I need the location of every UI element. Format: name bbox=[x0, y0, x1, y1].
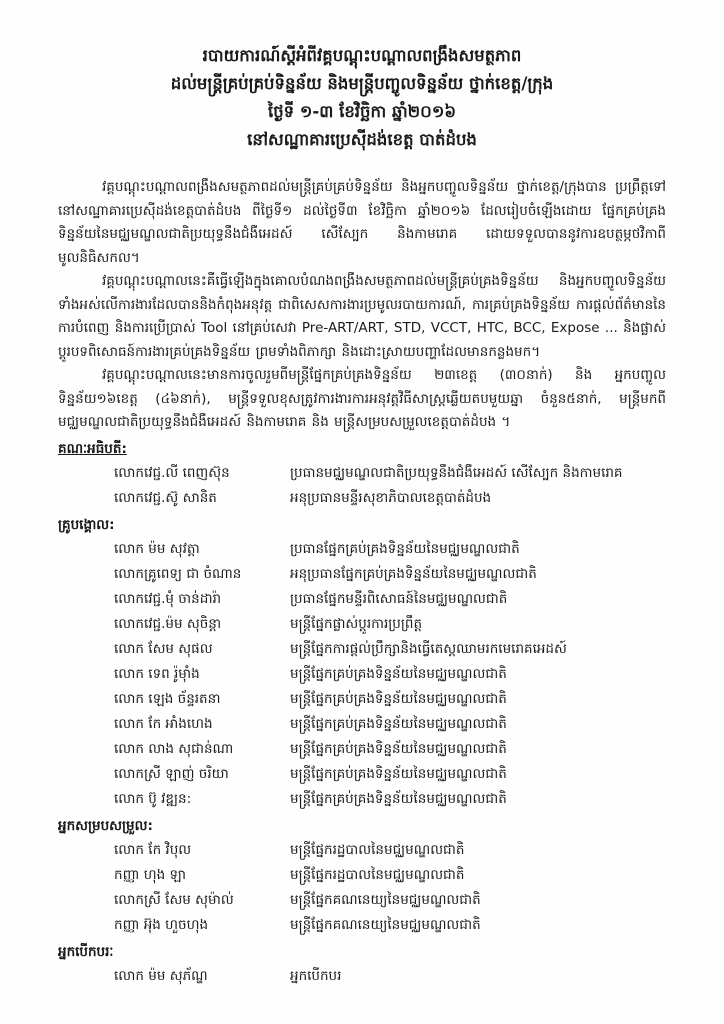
member-role: អនុប្រធានផ្នែកគ្រប់គ្រងទិន្នន័យនៃមជ្ឈមណ្ឌលជាតិ bbox=[290, 565, 537, 582]
member-row bbox=[58, 537, 666, 562]
member-name: កញ្ញា អ៊ុង ហួចហុង bbox=[114, 916, 209, 933]
member-row bbox=[58, 461, 666, 486]
member-row bbox=[58, 562, 666, 587]
member-row bbox=[58, 913, 666, 938]
section-heading-text: គ្រូបង្គោល: bbox=[58, 516, 115, 533]
member-role: ប្រធានផ្នែកគ្រប់គ្រងទិន្នន័យនៃមជ្ឈមណ្ឌលជាតិ bbox=[290, 540, 520, 557]
member-name: លោក ឡេង ច័ន្ទរតនា bbox=[114, 690, 221, 707]
section-coordinators bbox=[58, 814, 666, 938]
member-name: លោកគ្រូពេទ្យ ជា ចំណាន bbox=[114, 565, 242, 582]
paragraph-2: វគ្គបណ្តុះបណ្តាលនេះគឺធ្វើឡើងក្នុងគោលបំណងពង្រឹងសមត្ថភាពដល់មន្ត្រីគ្រប់គ្រងទិន្នន័យ និងអ្នកបញ្ចូលទិន្នន័យទាំងអស់លើការងារដែលបាននិងកំពុងអនុវត្ត ជាពិសេសការងារប្រមូលរបាយការណ៍, ការគ្រប់គ្រងទិន្នន័យ ការផ្តល់ព័ត៌មាននៃការបំពេញ និងការប្រើប្រាស់ Tool នៅគ្រប់សេវា Pre-ART/ART, STD, VCCT, HTC, BCC, Expose ... និងផ្លាស់ប្តូរបទពិសោធន៍ការងារគ្រប់គ្រងទិន្នន័យ ព្រមទាំងពិភាក្សា និងដោះស្រាយបញ្ហាដែលមានកន្លងមក។ bbox=[58, 273, 666, 360]
section-chairpersons bbox=[58, 437, 666, 511]
member-row bbox=[58, 662, 666, 687]
member-role: មន្ត្រីផ្នែកគ្រប់គ្រងទិន្នន័យនៃមជ្ឈមណ្ឌលជាតិ bbox=[290, 740, 507, 757]
document-body bbox=[58, 176, 666, 435]
section-heading-text: អ្នកបើកបរៈ bbox=[58, 943, 114, 960]
member-name: កញ្ញា ហុង ឡា bbox=[114, 866, 186, 883]
member-name: លោកវេជ្ជ.ស៊ូ សានិត bbox=[114, 489, 217, 506]
member-role: មន្ត្រីផ្នែកគ្រប់គ្រងទិន្នន័យនៃមជ្ឈមណ្ឌលជាតិ bbox=[290, 665, 507, 682]
member-row bbox=[58, 486, 666, 511]
member-row bbox=[58, 787, 666, 812]
paragraph-3: វគ្គបណ្តុះបណ្តាលនេះមានការចូលរួមពីមន្ត្រីផ្នែកគ្រប់គ្រងទិន្នន័យ ២៣ខេត្ត (៣០នាក់) និង អ្នកបញ្ចូលទិន្នន័យ១៦ខេត្ត (៤៦នាក់), មន្ត្រីទទួលខុសត្រូវការងារការអនុវត្តវិធីសាស្ត្រឆ្លើយតបមួយឆ្នា ចំនួន៥នាក់, មន្ត្រីមកពីមជ្ឈមណ្ឌលជាតិប្រយុទ្ធនឹងជំងឺអេដស៍ និងកាមរោគ និង មន្ត្រីសម្របសម្រួលខេត្តបាត់ដំបង ។ bbox=[58, 367, 666, 430]
section-heading-coordinators bbox=[58, 814, 666, 838]
member-role: អ្នកបើកបរ bbox=[290, 967, 342, 984]
member-name: លោក កែ អាំងហេង bbox=[114, 715, 213, 732]
member-role: មន្ត្រីផ្នែកផ្លាស់ប្តូរការប្រព្រឹត្ត bbox=[290, 615, 423, 632]
member-role: មន្ត្រីផ្នែកគ្រប់គ្រងទិន្នន័យនៃមជ្ឈមណ្ឌលជាតិ bbox=[290, 690, 507, 707]
member-row bbox=[58, 964, 666, 989]
title-line-2: ដល់មន្ត្រីគ្រប់គ្រប់ទិន្នន័យ និងមន្ត្រីបញ្ចូលទិន្នន័យ ថ្នាក់ខេត្ត/ក្រុង bbox=[170, 74, 554, 93]
member-row bbox=[58, 888, 666, 913]
member-role: មន្ត្រីផ្នែករដ្ឋបាលនៃមជ្ឈមណ្ឌលជាតិ bbox=[290, 841, 465, 858]
member-row bbox=[58, 712, 666, 737]
section-heading-driver bbox=[58, 940, 666, 964]
member-role: មន្ត្រីផ្នែកគ្រប់គ្រងទិន្នន័យនៃមជ្ឈមណ្ឌលជាតិ bbox=[290, 790, 507, 807]
member-row bbox=[58, 587, 666, 612]
section-heading-text: គណៈអធិបតី: bbox=[58, 440, 127, 457]
member-role: មន្ត្រីផ្នែកគ្រប់គ្រងទិន្នន័យនៃមជ្ឈមណ្ឌលជាតិ bbox=[290, 715, 507, 732]
member-role: អនុប្រធានមន្ទីរសុខាភិបាលខេត្តបាត់ដំបង bbox=[290, 489, 492, 506]
member-row bbox=[58, 838, 666, 863]
paragraph-1: វគ្គបណ្តុះបណ្តាលពង្រឹងសមត្ថភាពដល់មន្ត្រីគ្រប់គ្រប់ទិន្នន័យ និងអ្នកបញ្ចូលទិន្នន័យ ថ្នាក់ខេត្ត/ក្រុងបាន ប្រព្រឹត្តទៅនៅសណ្ឋាគារប្រេស៊ីដង់ខេត្តបាត់ដំបង ពីថ្ងៃទី១ ដល់ថ្ងៃទី៣ ខែវិច្ឆិកា ឆ្នាំ២០១៦ ដែលរៀបចំឡើងដោយ ផ្នែកគ្រប់គ្រងទិន្នន័យនៃមជ្ឈមណ្ឌលជាតិប្រយុទ្ធនឹងជំងឺអេដស៍ សើស្បែក និងកាមរោគ ដោយទទួលបាននូវការឧបត្ថម្ភថវិកាពីមូលនិធិសកល។ bbox=[58, 179, 666, 266]
title-line-3: ថ្ងៃទី ១-៣ ខែវិច្ឆិកា ឆ្នាំ២០១៦ bbox=[267, 102, 457, 121]
member-name: លោក ទេព រ៉ូម៉ាំង bbox=[114, 665, 200, 682]
member-role: មន្ត្រីផ្នែកគណនេយ្យនៃមជ្ឈមណ្ឌលជាតិ bbox=[290, 916, 481, 933]
section-driver bbox=[58, 940, 666, 989]
section-trainers bbox=[58, 513, 666, 812]
title-line-4: នៅសណ្ឋាគារប្រេស៊ីដង់ខេត្ត បាត់ដំបង bbox=[247, 130, 477, 149]
member-name: លោក ប៊ូ វឌ្ឍន: bbox=[114, 790, 192, 807]
member-name: លោកវេជ្ជ.មុំ ចាន់ដារ៉ា bbox=[114, 590, 222, 607]
member-row bbox=[58, 687, 666, 712]
member-row bbox=[58, 612, 666, 637]
section-heading-chairpersons bbox=[58, 437, 666, 461]
member-name: លោក ម៉ម សុភ័ណ្ឌ bbox=[114, 967, 208, 984]
member-role: ប្រធានផ្នែកមន្ទីរពិសោធន៍នៃមជ្ឈមណ្ឌលជាតិ bbox=[290, 590, 508, 607]
document-title bbox=[58, 42, 666, 154]
member-role: មន្ត្រីផ្នែករដ្ឋបាលនៃមជ្ឈមណ្ឌលជាតិ bbox=[290, 866, 465, 883]
member-name: លោក ម៉ម សុវត្តា bbox=[114, 540, 200, 557]
member-name: លោកវេជ្ជ.ម៉ម សុចិន្តា bbox=[114, 615, 222, 632]
member-name: លោក លាង សុជាន់ណា bbox=[114, 740, 234, 757]
member-row bbox=[58, 863, 666, 888]
member-name: លោក កែ វិបុល bbox=[114, 841, 192, 858]
title-line-1: របាយការណ៍ស្តីអំពីវគ្គបណ្តុះបណ្តាលពង្រឹងសមត្ថភាព bbox=[202, 46, 522, 65]
member-role: មន្ត្រីផ្នែកគណនេយ្យនៃមជ្ឈមណ្ឌលជាតិ bbox=[290, 891, 481, 908]
member-role: មន្ត្រីផ្នែកការផ្តល់ប្រឹក្សានិងធ្វើតេស្តឈាមរកមេរោគអេដស៍ bbox=[290, 640, 567, 657]
member-row bbox=[58, 737, 666, 762]
member-name: លោកវេជ្ជ.លី ពេញស៊ុន bbox=[114, 464, 230, 481]
section-heading-trainers bbox=[58, 513, 666, 537]
member-role: ប្រធានមជ្ឈមណ្ឌលជាតិប្រយុទ្ធនឹងជំងឺអេដស៍ សើស្បែក និងកាមរោគ bbox=[290, 464, 623, 481]
member-name: លោកស្រី ឡាញ់ ចរិយា bbox=[114, 765, 229, 782]
member-row bbox=[58, 762, 666, 787]
member-row bbox=[58, 637, 666, 662]
member-name: លោក សែម សុផល bbox=[114, 640, 213, 657]
member-name: លោកស្រី សែម សុម៉ាល់ bbox=[114, 891, 234, 908]
section-heading-text: អ្នកសម្របសម្រួល: bbox=[58, 817, 153, 834]
member-role: មន្ត្រីផ្នែកគ្រប់គ្រងទិន្នន័យនៃមជ្ឈមណ្ឌលជាតិ bbox=[290, 765, 507, 782]
